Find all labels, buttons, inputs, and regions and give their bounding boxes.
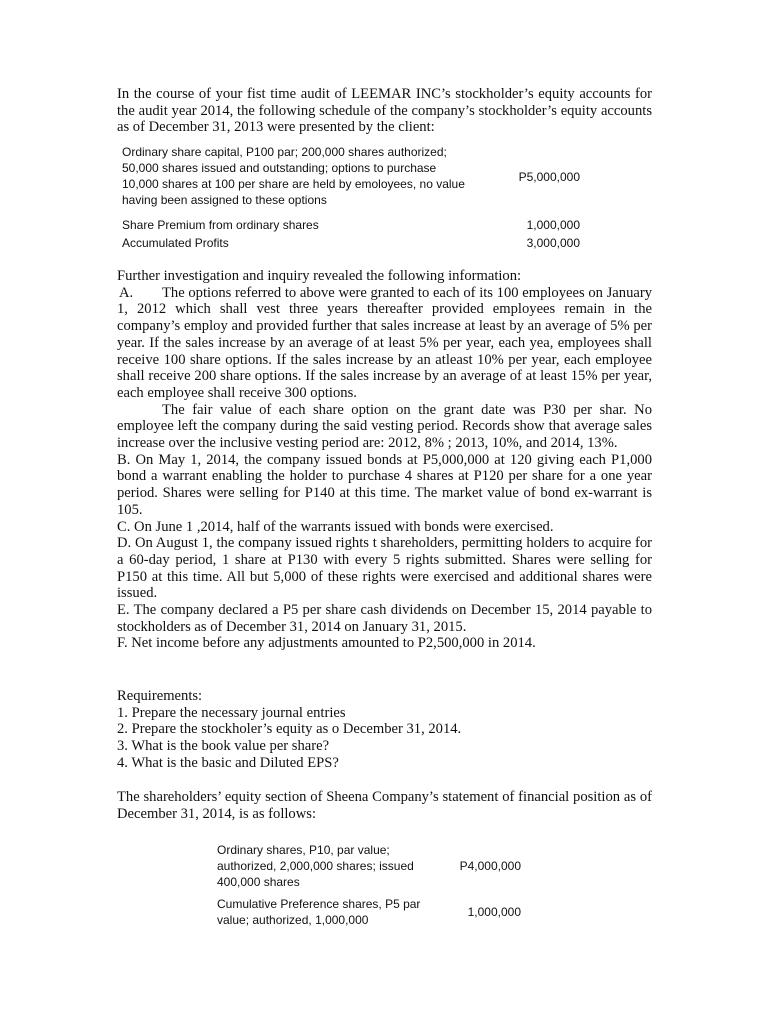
requirement-item: 3. What is the book value per share? [117,738,330,755]
item-a-text-2: The fair value of each share option on the grant date was P30 per shar. No employee left the company during the said vesting period. Records show that average sales increase over the inclusive vesting period are: 2012, 8% ; 2013, 10%, and 2014, 13%. [117,401,652,452]
item-e: E. The company declared a P5 per share cash dividends on December 15, 2014 payable to stockholders as of December 31, 2014 on January 31, 2015. [117,602,652,635]
equity-schedule-table [122,144,592,254]
sheena-amount: P4,000,000 [459,859,521,873]
intro-text: In the course of your fist time audit of LEEMAR INC’s stockholder’s equity accounts for the audit year 2014, the following schedule of the company’s stockholder’s equity accounts as of December 31, 2013 were presented by the client: [117,86,652,136]
further-investigation-section [117,268,652,652]
item-f: F. Net income before any adjustments amounted to P2,500,000 in 2014. [117,635,536,652]
intro-paragraph [117,86,652,136]
schedule-row-text: 10,000 shares at 100 per share are held by emoloyees, no value [122,177,465,191]
further-heading: Further investigation and inquiry revealed the following information: [117,268,522,284]
item-a-label: A. [119,284,134,301]
schedule-row-share-premium [122,217,319,233]
item-d: D. On August 1, the company issued rights t shareholders, permitting holders to acquire for a 60-day period, 1 share at P130 with every 5 rights submitted. Shares were selling for P150 at this time. All but 5,000 of these rights were exercised and additional shares were issued. [117,535,652,602]
schedule-amount: 3,000,000 [526,236,580,250]
sheena-row-text: Cumulative Preference shares, P5 par [217,897,421,911]
schedule-row-text: having been assigned to these options [122,193,327,207]
requirement-item: 4. What is the basic and Diluted EPS? [117,754,339,771]
sheena-row-preference-shares [217,896,447,928]
schedule-row-ordinary-share [122,144,502,208]
item-c: C. On June 1 ,2014, half of the warrants issued with bonds were exercised. [117,518,554,535]
schedule-row-text: 50,000 shares issued and outstanding; options to purchase [122,161,437,175]
schedule-row-text: Ordinary share capital, P100 par; 200,000 shares authorized; [122,145,447,159]
item-a-text: The options referred to above were granted to each of its 100 employees on January 1, 2012 which shall vest three years thereafter provided employees remain in the company’s employ and provided further that sales increase at least by an average of 5% per year. If the sales increase by an average of at least 5% per year, each yea, employees shall receive 100 share options. If the sales increase by an atleast 10% per year, each employee shall receive 200 share options. If the sales increase by an average of at least 15% per year, each employee shall receive 300 options. [117,284,652,401]
sheena-row-ordinary-shares [217,842,447,890]
requirements-section [117,688,652,772]
sheena-equity-table [217,842,537,932]
sheena-paragraph [117,789,652,822]
sheena-row-text: 400,000 shares [217,875,300,889]
schedule-row-accumulated-profits [122,235,229,251]
sheena-row-text: authorized, 2,000,000 shares; issued [217,859,414,873]
schedule-row-text: Accumulated Profits [122,236,229,250]
schedule-amount: 1,000,000 [526,218,580,232]
requirements-heading: Requirements: [117,688,203,704]
item-b: B. On May 1, 2014, the company issued bonds at P5,000,000 at 120 giving each P1,000 bond a warrant enabling the holder to purchase 4 shares at P120 per share for a one year period. Shares were selling for P140 at this time. The market value of bond ex-warrant is 105. [117,451,652,518]
sheena-row-text: Ordinary shares, P10, par value; [217,843,390,857]
sheena-amount: 1,000,000 [467,905,521,919]
schedule-amount: P5,000,000 [518,170,580,184]
requirement-item: 1. Prepare the necessary journal entries [117,704,346,721]
requirement-item: 2. Prepare the stockholer’s equity as o December 31, 2014. [117,721,462,738]
sheena-row-text: value; authorized, 1,000,000 [217,913,369,927]
sheena-text: The shareholders’ equity section of Sheena Company’s statement of financial position as of December 31, 2014, is as follows: [117,789,652,822]
item-a [117,285,652,402]
schedule-row-text: Share Premium from ordinary shares [122,218,319,232]
